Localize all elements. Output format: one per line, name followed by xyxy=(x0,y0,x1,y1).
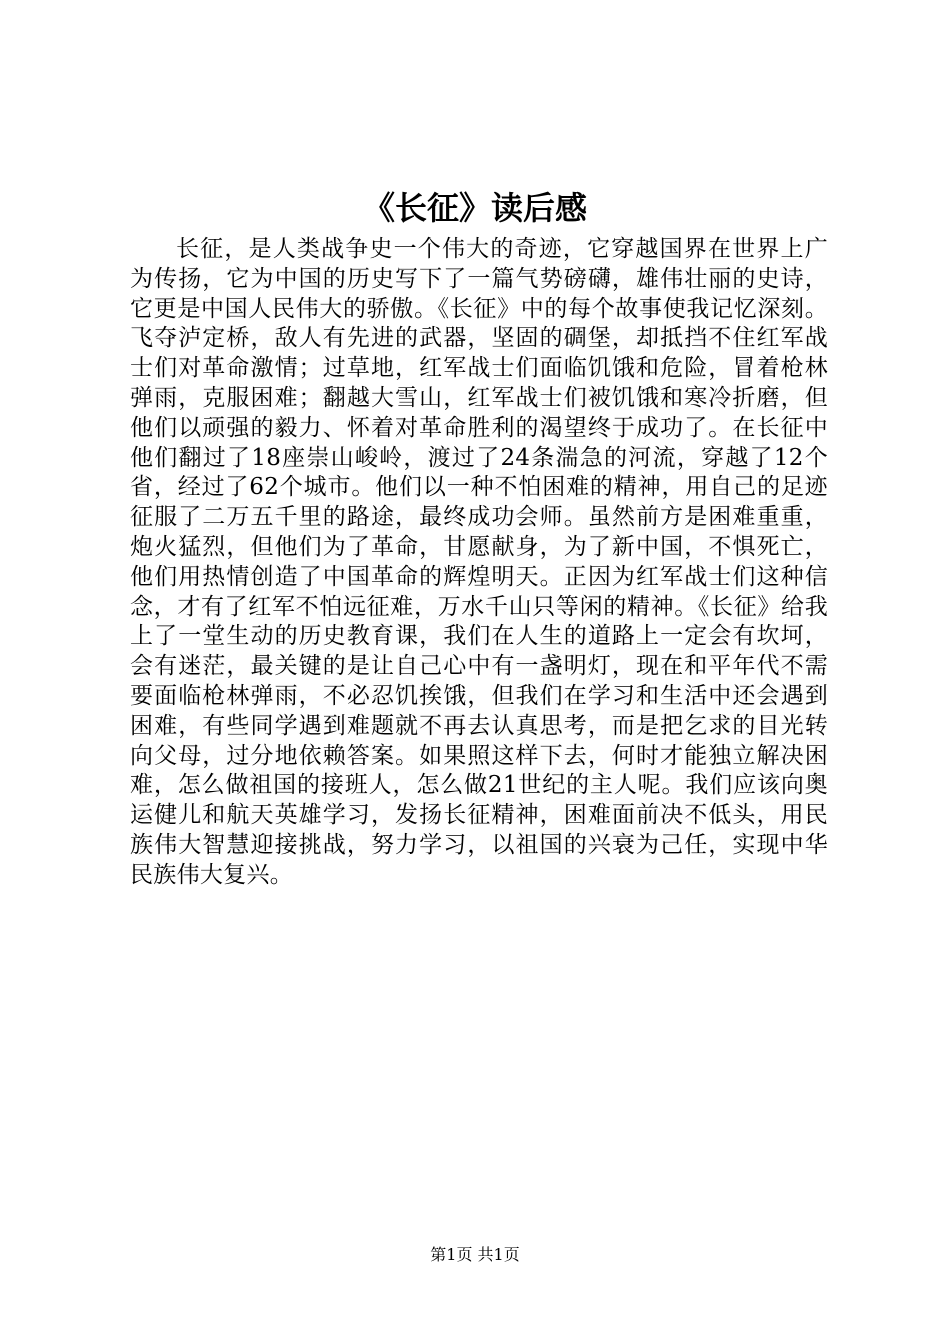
body-paragraph: 长征，是人类战争史一个伟大的奇迹，它穿越国界在世界上广为传扬，它为中国的历史写下了一篇气势磅礴，雄伟壮丽的史诗，它更是中国人民伟大的骄傲。《长征》中的每个故事使我记忆深刻。飞夺泸定桥，敌人有先进的武器，坚固的碉堡，却抵挡不住红军战士们对革命激情；过草地，红军战士们面临饥饿和危险，冒着枪林弹雨，克服困难；翻越大雪山，红军战士们被饥饿和寒冷折磨，但他们以顽强的毅力、怀着对革命胜利的渴望终于成功了。在长征中他们翻过了18座崇山峻岭，渡过了24条湍急的河流，穿越了12个省，经过了62个城市。他们以一种不怕困难的精神，用自己的足迹征服了二万五千里的路途，最终成功会师。虽然前方是困难重重，炮火猛烈，但他们为了革命，甘愿献身，为了新中国，不惧死亡，他们用热情创造了中国革命的辉煌明天。正因为红军战士们这种信念，才有了红军不怕远征难，万水千山只等闲的精神。《长征》给我上了一堂生动的历史教育课，我们在人生的道路上一定会有坎坷，会有迷茫，最关键的是让自己心中有一盏明灯，现在和平年代不需要面临枪林弹雨，不必忍饥挨饿，但我们在学习和生活中还会遇到困难，有些同学遇到难题就不再去认真思考，而是把乞求的目光转向父母，过分地依赖答案。如果照这样下去，何时才能独立解决困难，怎么做祖国的接班人，怎么做21世纪的主人呢。我们应该向奥运健儿和航天英雄学习，发扬长征精神，困难面前决不低头，用民族伟大智慧迎接挑战，努力学习，以祖国的兴衰为己任，实现中华民族伟大复兴。 xyxy=(130,236,828,888)
page-title: 《长征》读后感 xyxy=(362,189,587,227)
page-number-footer: 第1页 共1页 xyxy=(430,1245,520,1264)
